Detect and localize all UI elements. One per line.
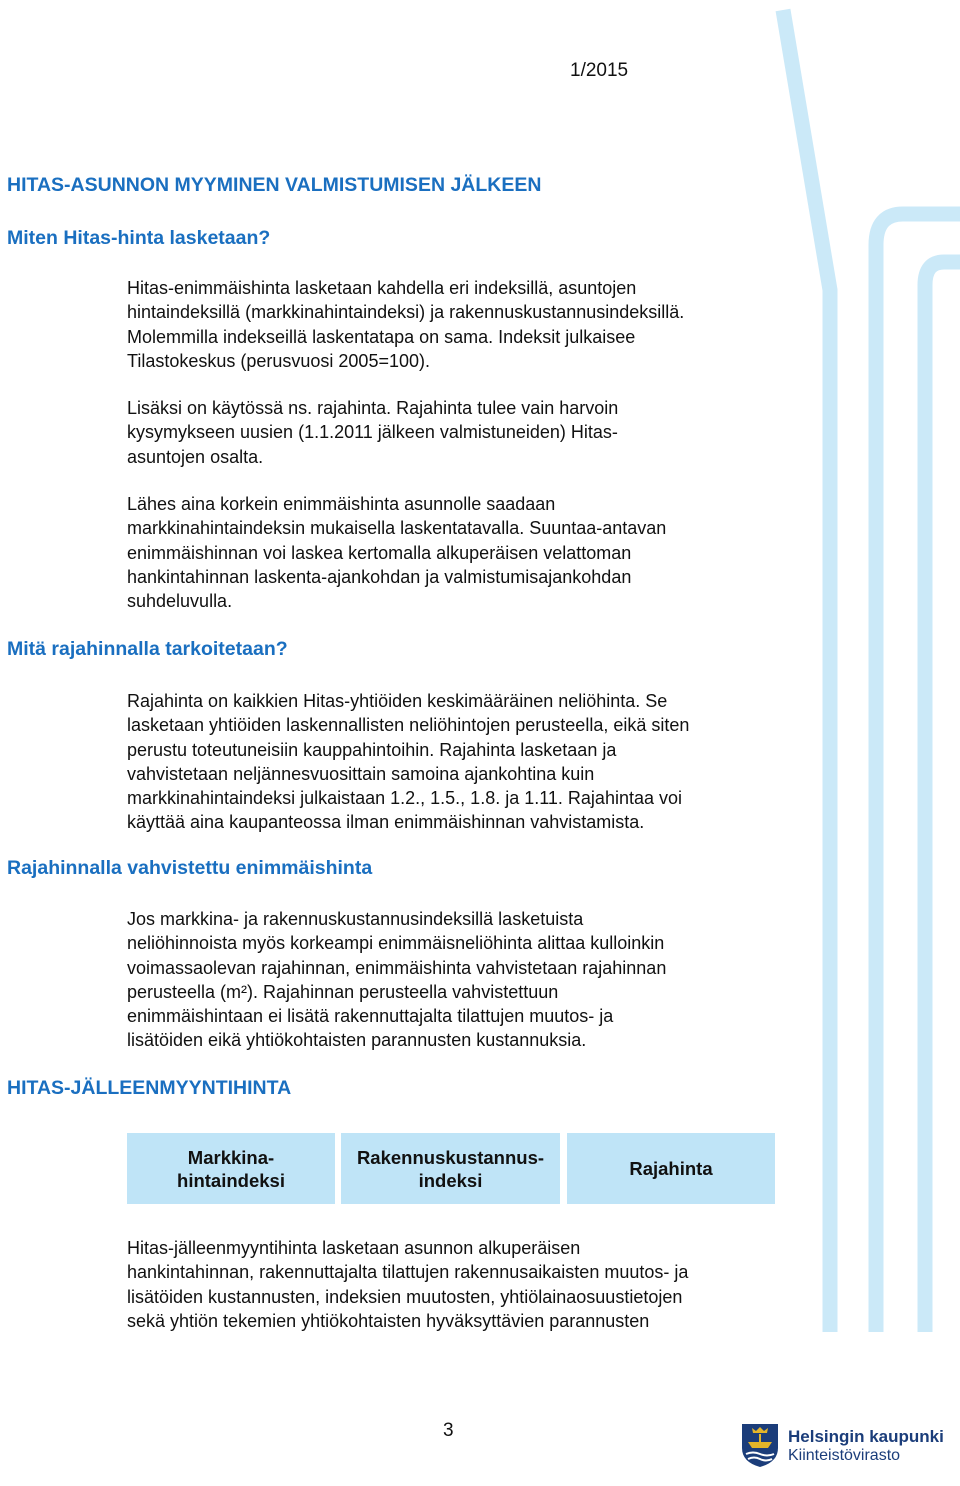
box-label: Rajahinta [629, 1158, 713, 1179]
box-label: Rakennuskustannus- [356, 1146, 545, 1168]
text-line: käyttää aina kaupanteossa ilman enimmäishinnan vahvistamista. [127, 812, 645, 833]
text-line: Lisäksi on käytössä ns. rajahinta. Rajahinta tulee vain harvoin [127, 398, 619, 418]
page-number: 3 [443, 1420, 454, 1441]
box-construction-index [341, 1133, 560, 1204]
index-boxes [127, 1133, 775, 1204]
text-line: lisätöiden kustannusten, indeksien muutosten, yhtiölainaosuustietojen [127, 1286, 683, 1307]
text-line: lisätöiden eikä yhtiökohtaisten parannusten kustannuksia. [127, 1030, 587, 1051]
text-line: lasketaan yhtiöiden laskennallisten neliöhintojen perusteella, eikä siten [127, 715, 690, 736]
paragraph-indices [127, 276, 787, 373]
paragraph-rajahinta-intro [127, 396, 787, 469]
logo-city-name: Helsingin kaupunki [788, 1427, 944, 1446]
text-line: sekä yhtiön tekemien yhtiökohtaisten hyväksyttävien parannusten [127, 1310, 650, 1331]
text-line: Hitas-enimmäishinta lasketaan kahdella eri indeksillä, asuntojen [127, 278, 637, 298]
text-line: suhdeluvulla. [127, 591, 233, 612]
heading-rajahinta: Mitä rajahinnalla tarkoitetaan? [7, 638, 288, 660]
box-label: Markkina- [187, 1146, 275, 1168]
text-line: Molemmilla indekseillä laskentatapa on sama. Indeksit julkaisee [127, 326, 636, 347]
logo-department-name: Kiinteistövirasto [788, 1447, 901, 1464]
text-line: Rajahinta on kaikkien Hitas-yhtiöiden keskimääräinen neliöhinta. Se [127, 691, 668, 711]
heading-confirmed-max-price: Rajahinnalla vahvistettu enimmäishinta [7, 857, 373, 879]
text-line: markkinahintaindeksi julkaistaan 1.2., 1.5., 1.8. ja 1.11. Rajahintaa voi [127, 788, 682, 809]
box-rajahinta [567, 1133, 775, 1204]
text-line: perustu toteutuneisiin kauppahintoihin. Rajahinta lasketaan ja [127, 739, 617, 760]
text-line: enimmäishinnan voi laskea kertomalla alkuperäisen velattoman [127, 542, 632, 563]
text-line: hintaindeksillä (markkinahintaindeksi) ja rakennuskustannusindeksillä. [127, 302, 685, 323]
helsinki-crest-icon [740, 1422, 780, 1468]
text-line: markkinahintaindeksin mukaisella laskentatavalla. Suuntaa-antavan [127, 518, 667, 539]
paragraph-confirmed-max-price [127, 907, 787, 1053]
helsinki-logo [740, 1422, 950, 1470]
box-label: hintaindeksi [177, 1169, 285, 1191]
paragraph-rajahinta [127, 689, 787, 835]
text-line: asuntojen osalta. [127, 446, 264, 467]
paragraph-market-index [127, 492, 787, 613]
text-line: neliöhinnoista myös korkeampi enimmäisneliöhinta alittaa kulloinkin [127, 933, 665, 954]
text-line: hankintahinnan laskenta-ajankohdan ja valmistumisajankohdan [127, 566, 632, 587]
heading-calculation: Miten Hitas-hinta lasketaan? [7, 227, 271, 249]
text-line: Lähes aina korkein enimmäishinta asunnolle saadaan [127, 494, 556, 514]
heading-resale-price: HITAS-JÄLLEENMYYNTIHINTA [7, 1077, 292, 1099]
page-title: HITAS-ASUNNON MYYMINEN VALMISTUMISEN JÄLKEEN [7, 174, 542, 196]
text-line: voimassaolevan rajahinnan, enimmäishinta vahvistetaan rajahinnan [127, 957, 667, 978]
issue-number: 1/2015 [570, 60, 629, 81]
text-line: perusteella (m²). Rajahinnan perusteella vahvistettuun [127, 981, 559, 1002]
text-line: vahvistetaan neljännesvuosittain samoina ajankohtina kuin [127, 763, 595, 784]
text-line: kysymykseen uusien (1.1.2011 jälkeen valmistuneiden) Hitas- [127, 422, 618, 443]
text-line: Jos markkina- ja rakennuskustannusindeksillä lasketuista [127, 909, 584, 929]
text-line: hankintahinnan, rakennuttajalta tilattujen rakennusaikaisten muutos- ja [127, 1262, 689, 1283]
paragraph-resale-price [127, 1236, 787, 1333]
text-line: Hitas-jälleenmyyntihinta lasketaan asunnon alkuperäisen [127, 1238, 581, 1258]
text-line: Tilastokeskus (perusvuosi 2005=100). [127, 350, 430, 371]
box-market-index [127, 1133, 335, 1204]
box-label: indeksi [418, 1169, 483, 1191]
text-line: enimmäishintaan ei lisätä rakennuttajalta tilattujen muutos- ja [127, 1006, 614, 1027]
